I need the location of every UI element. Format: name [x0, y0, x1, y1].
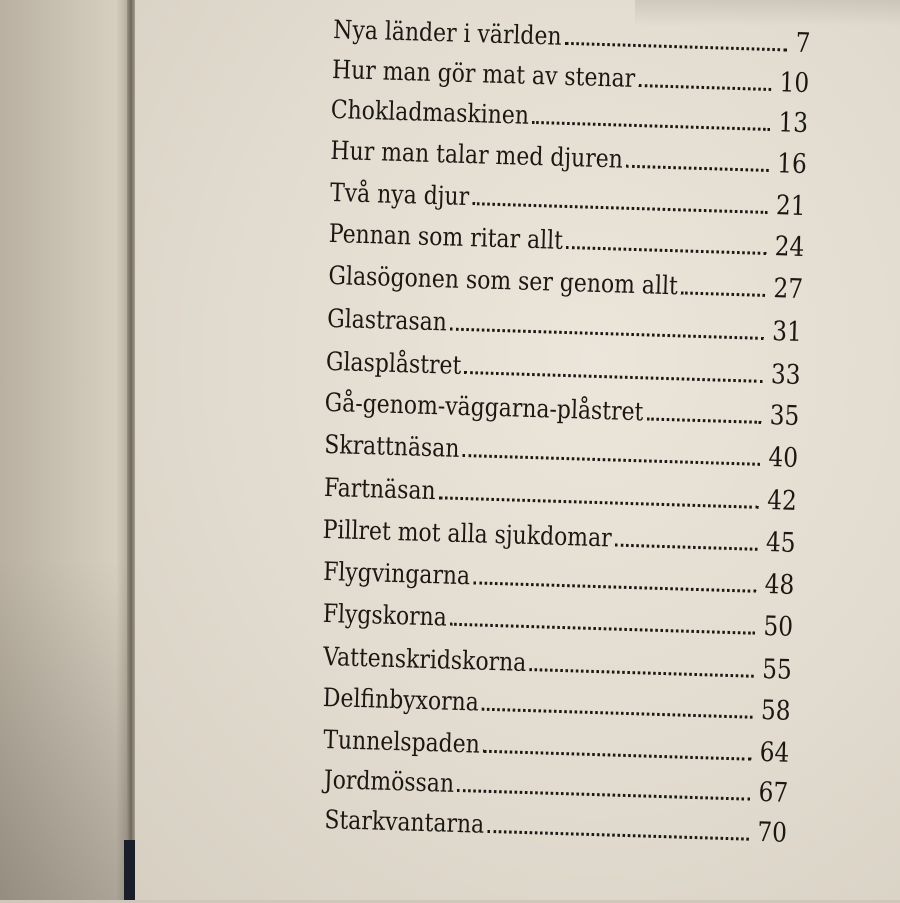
toc-entry-page: 55	[761, 653, 793, 686]
dot-leader	[681, 290, 765, 296]
dot-leader	[463, 453, 760, 466]
toc-entry-title: Delfinbyxorna	[322, 682, 480, 718]
toc-entry-page: 27	[773, 273, 804, 306]
dot-leader	[482, 707, 752, 719]
dot-leader	[450, 327, 763, 340]
dot-leader	[487, 829, 748, 841]
toc-entry-title: Fartnäsan	[323, 472, 437, 507]
dot-leader	[439, 495, 759, 508]
toc-entry-page: 50	[763, 610, 794, 643]
toc-entry-page: 13	[777, 107, 809, 140]
toc-entry-page: 35	[769, 400, 800, 432]
toc-entry-title: Skrattnäsan	[323, 429, 460, 464]
toc-entry-page: 24	[774, 231, 805, 264]
toc-entry-page: 58	[760, 694, 791, 727]
dot-leader	[626, 164, 768, 172]
toc-entry-title: Flygskorna	[322, 598, 448, 633]
dot-leader	[472, 201, 767, 214]
toc-entry-title: Glastrasan	[326, 303, 448, 338]
dot-leader	[450, 622, 755, 635]
toc-entry-title: Nya länder i världen	[332, 14, 562, 52]
toc-entry-page: 33	[770, 359, 801, 391]
dot-leader	[565, 41, 787, 52]
dot-leader	[638, 83, 771, 91]
toc-entry-title: Vattenskridskorna	[322, 641, 527, 678]
toc-entry-title: Flygvingarna	[322, 556, 471, 592]
toc-entry-title: Hur man gör mat av stenar	[331, 54, 636, 94]
toc-entry-title: Gå-genom-väggarna-plåstret	[324, 387, 644, 428]
toc-entry-title: Pillret mot alla sjukdomar	[322, 514, 613, 554]
dot-leader	[529, 667, 753, 678]
toc-entry-title: Glasplåstret	[325, 346, 462, 381]
toc-entry-page: 31	[771, 316, 803, 348]
toc-entry-page: 16	[776, 148, 808, 181]
toc-entry-title: Starkvantarna	[323, 805, 485, 840]
toc-entry-title: Jordmössan	[323, 765, 455, 799]
dot-leader	[464, 370, 762, 383]
toc-entry-title: Hur man talar med djuren	[330, 135, 624, 175]
dot-leader	[457, 788, 750, 801]
dot-leader	[615, 543, 757, 551]
toc-entry-title: Chokladmaskinen	[330, 94, 530, 131]
toc-entry-page: 48	[764, 569, 795, 601]
toc-entry-page: 45	[765, 527, 796, 559]
toc-entry-title: Tunnelspaden	[322, 724, 481, 760]
dot-leader	[532, 120, 770, 131]
toc-entry-page: 42	[766, 485, 798, 517]
toc-entry-page: 7	[795, 27, 811, 60]
toc-entry-page: 10	[779, 67, 810, 100]
toc-entry-page: 64	[759, 736, 790, 769]
toc-entry-page: 70	[756, 816, 788, 849]
toc-entry-page: 21	[775, 190, 806, 223]
dot-leader	[473, 580, 756, 592]
dot-leader	[647, 416, 761, 423]
dot-leader	[483, 749, 751, 761]
toc-entry-title: Glasögonen som ser genom allt	[328, 260, 679, 302]
dot-leader	[566, 245, 766, 255]
toc-entry-title: Pennan som ritar allt	[328, 218, 564, 256]
toc-entry-page: 67	[758, 776, 789, 809]
toc-entry-page: 40	[768, 442, 799, 474]
toc-entry-title: Två nya djur	[329, 177, 470, 213]
